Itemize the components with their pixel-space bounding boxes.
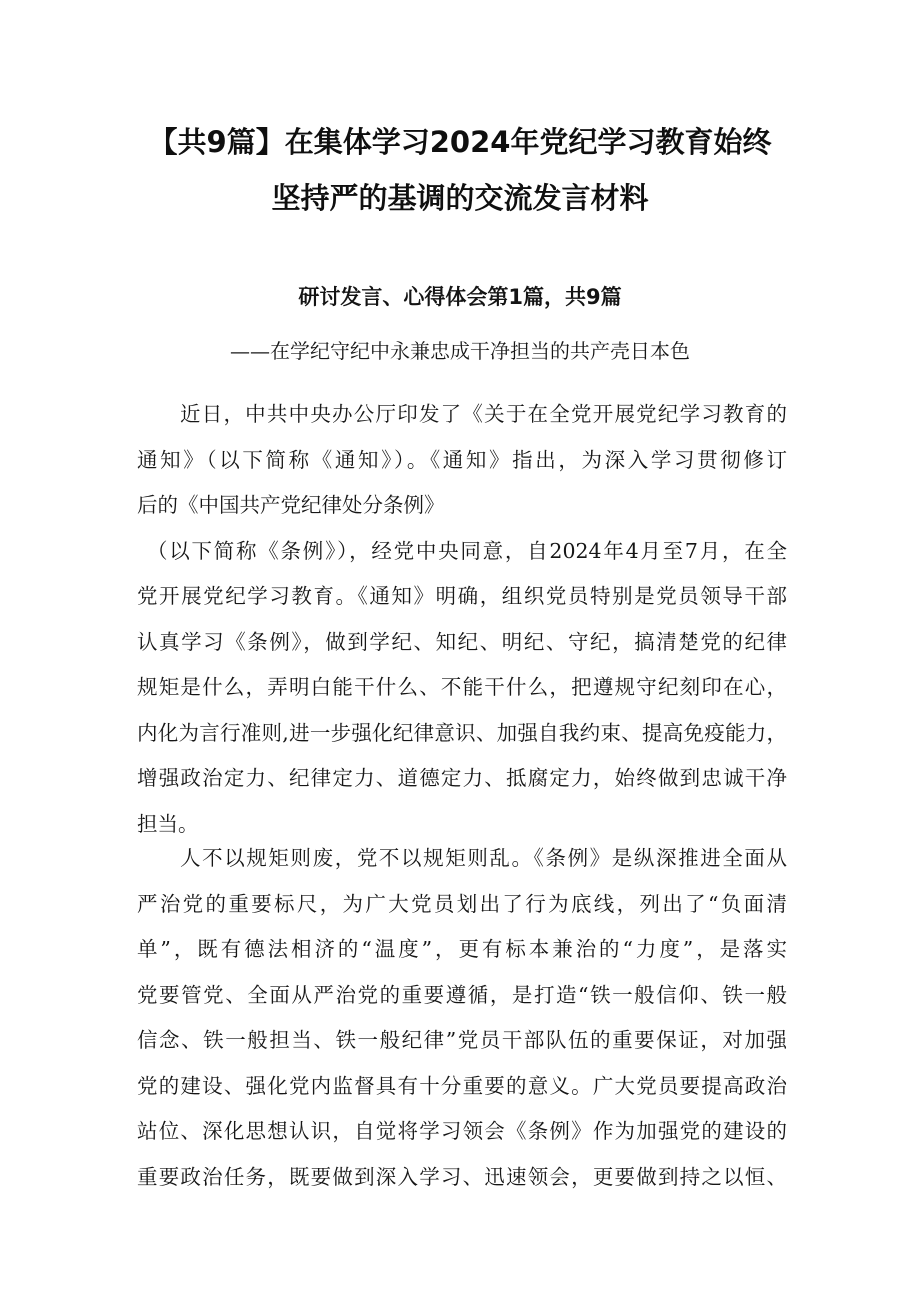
paragraph-line: 党要管党、全面从严治党的重要遵循，是打造“铁一般信仰、铁一般	[137, 982, 787, 1007]
document-title-line-1: 【共9篇】在集体学习2024年党纪学习教育始终	[148, 125, 772, 159]
document-title-line-2: 坚持严的基调的交流发言材料	[271, 181, 649, 215]
body-paragraph-1	[137, 392, 787, 847]
paragraph-line: 党的建设、强化党内监督具有十分重要的意义。广大党员要提高政治	[137, 1073, 787, 1098]
paragraph-line: 重要政治任务，既要做到深入学习、迅速领会，更要做到持之以恒、	[137, 1164, 787, 1189]
paragraph-line: （以下简称《条例》），经党中央同意，自2024年4月至7月，在全	[147, 538, 787, 563]
paragraph-line: 党开展党纪学习教育。《通知》明确，组织党员特别是党员领导干部	[137, 584, 787, 608]
document-title	[100, 114, 820, 226]
body-paragraph-2	[137, 836, 787, 1200]
section-heading: 研讨发言、心得体会第1篇，共9篇	[298, 285, 622, 309]
paragraph-line: 单”，既有德法相济的“温度”，更有标本兼治的“力度”，是落实	[137, 937, 787, 961]
paragraph-line: 人不以规矩则废，党不以规矩则乱。《条例》是纵深推进全面从	[180, 846, 787, 870]
paragraph-line: 近日，中共中央办公厅印发了《关于在全党开展党纪学习教育的	[180, 402, 787, 426]
paragraph-line: 严治党的重要标尺，为广大党员划出了行为底线，列出了“负面清	[137, 891, 787, 916]
paragraph-line: 通知》（以下简称《通知》）。《通知》指出，为深入学习贯彻修订	[137, 447, 787, 472]
paragraph-line: 后的《中国共产党纪律处分条例》	[137, 493, 445, 517]
paragraph-line: 规矩是什么，弄明白能干什么、不能干什么，把遵规守纪刻印在心，	[137, 675, 787, 699]
paragraph-line: 认真学习《条例》，做到学纪、知纪、明纪、守纪，搞清楚党的纪律	[137, 629, 787, 654]
paragraph-line: 信念、铁一般担当、铁一般纪律”党员干部队伍的重要保证，对加强	[137, 1028, 787, 1052]
paragraph-line: 担当。	[137, 811, 199, 836]
paragraph-line: 站位、深化思想认识，自觉将学习领会《条例》作为加强党的建设的	[137, 1119, 787, 1143]
paragraph-line: 增强政治定力、纪律定力、道德定力、抵腐定力，始终做到忠诚干净	[137, 766, 787, 790]
paragraph-line: 内化为言行准则,进一步强化纪律意识、加强自我约束、提高免疫能力，	[137, 720, 787, 745]
section-subtitle: ——在学纪守纪中永兼忠成干净担当的共产壳日本色	[230, 339, 690, 363]
